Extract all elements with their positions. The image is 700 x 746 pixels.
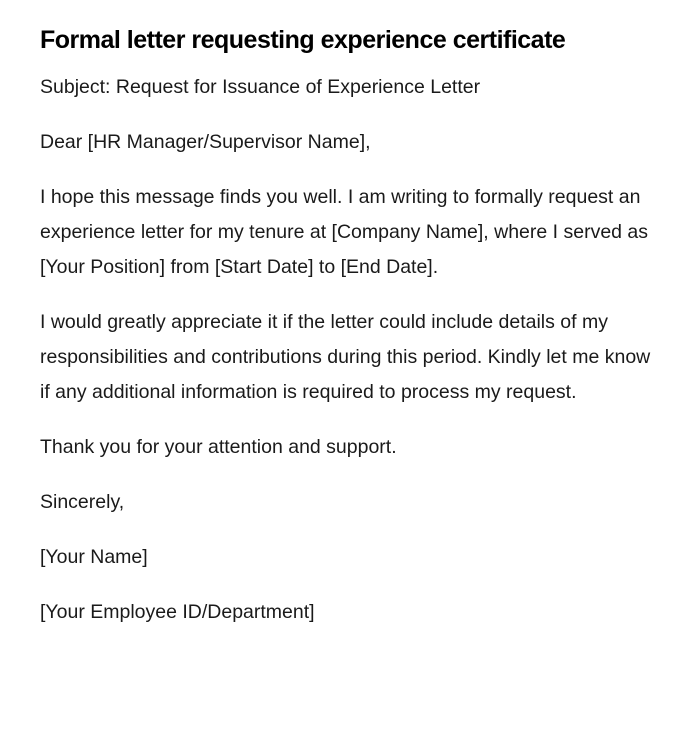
- letter-document: [40, 23, 655, 650]
- thanks-line: Thank you for your attention and support.: [40, 436, 397, 458]
- employee-info: [Your Employee ID/Department]: [40, 601, 315, 623]
- body-paragraph-1: I hope this message finds you well. I am writing to formally request an experience letter for my tenure at [Company Name], where I served as [Your Position] from [Start Date] to [End Date].: [40, 186, 649, 278]
- signature-name: [Your Name]: [40, 546, 148, 568]
- salutation: Dear [HR Manager/Supervisor Name],: [40, 131, 371, 153]
- body-paragraph-2: I would greatly appreciate it if the letter could include details of my responsibilities and contributions during this period. Kindly let me know if any additional information is required to process my request.: [40, 311, 651, 403]
- document-title: Formal letter requesting experience certificate: [40, 26, 566, 54]
- subject-line: Subject: Request for Issuance of Experience Letter: [40, 76, 481, 98]
- closing-line: Sincerely,: [40, 491, 125, 513]
